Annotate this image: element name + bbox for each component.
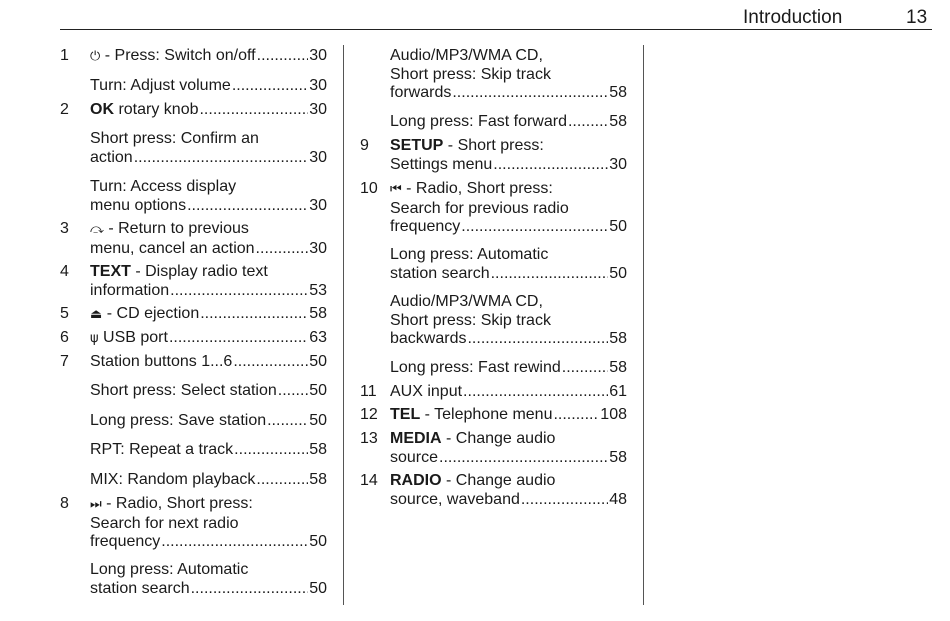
page-reference: 50 <box>609 218 627 235</box>
leader-dots <box>568 113 608 132</box>
item-description <box>90 263 327 300</box>
leader-dots <box>200 305 308 325</box>
description-line <box>390 47 627 66</box>
item-description <box>90 561 327 598</box>
section-title: Introduction <box>743 7 843 28</box>
description-line <box>90 263 327 282</box>
description-text: Settings menu <box>390 155 493 173</box>
item-number: 2 <box>60 101 69 118</box>
page-reference: 58 <box>309 441 327 458</box>
page-reference: 50 <box>309 412 327 429</box>
description-line <box>90 197 327 216</box>
control-name: MEDIA <box>390 430 442 447</box>
page-reference: 61 <box>609 383 627 400</box>
page-reference: 30 <box>609 155 627 173</box>
control-name: TEL <box>390 406 421 423</box>
leader-dots <box>233 353 308 372</box>
description-line <box>390 218 627 237</box>
description-text: backwards <box>390 330 467 347</box>
item-number: 3 <box>60 220 69 237</box>
page-reference: 58 <box>609 330 627 347</box>
page-reference: 63 <box>309 329 327 346</box>
leader-dots <box>170 282 308 301</box>
item-number: 12 <box>360 406 378 423</box>
item-description <box>390 47 627 103</box>
page-reference: 30 <box>309 148 327 166</box>
leader-dots <box>278 382 308 401</box>
item-description <box>90 130 327 167</box>
description-line <box>90 382 327 401</box>
description-text: ⏏ - CD ejection <box>90 305 200 322</box>
description-line <box>390 406 627 425</box>
description-line <box>390 491 627 510</box>
description-line <box>390 312 627 331</box>
description-line <box>90 353 327 372</box>
leader-dots <box>521 491 608 510</box>
item-description <box>390 246 627 283</box>
description-line <box>90 305 327 325</box>
description-line <box>390 137 627 156</box>
description-text: frequency <box>390 218 461 235</box>
description-line <box>90 580 327 599</box>
description-text: Station buttons 1...6 <box>90 353 233 370</box>
description-text: OK rotary knob <box>90 101 199 118</box>
description-text: MIX: Random playback <box>90 471 256 488</box>
description-text: Audio/MP3/WMA CD, <box>390 293 543 310</box>
control-icon: ⏻ <box>90 49 101 64</box>
page-reference: 30 <box>309 196 327 214</box>
leader-dots <box>467 330 608 349</box>
item-description <box>90 220 327 258</box>
page-number: 13 <box>906 7 928 28</box>
leader-dots <box>161 533 308 552</box>
description-text: Long press: Automatic <box>390 246 549 263</box>
control-icon: ⏭ <box>90 497 102 512</box>
control-name: SETUP <box>390 137 444 154</box>
description-line <box>390 449 627 468</box>
description-line <box>90 77 327 96</box>
description-line <box>90 178 327 197</box>
description-line <box>390 265 627 284</box>
description-text: Turn: Access display <box>90 178 237 195</box>
page-reference: 30 <box>309 77 327 94</box>
description-text: Short press: Skip track <box>390 311 551 329</box>
item-description <box>390 180 627 237</box>
leader-dots <box>169 329 308 349</box>
description-text: ⏮ - Radio, Short press: <box>390 180 553 197</box>
description-line <box>390 359 627 378</box>
description-text: ⤼ - Return to previous <box>90 220 249 237</box>
item-description <box>90 101 327 120</box>
page-reference: 50 <box>309 533 327 550</box>
item-description <box>90 412 327 431</box>
item-description <box>390 137 627 174</box>
item-number: 1 <box>60 47 69 64</box>
description-text: source <box>390 448 439 466</box>
page-reference: 58 <box>609 448 627 466</box>
header-rule <box>60 29 932 30</box>
description-line <box>90 240 327 259</box>
description-line <box>390 472 627 491</box>
page-reference: 58 <box>309 471 327 488</box>
description-text: Long press: Automatic <box>90 561 249 578</box>
page-reference: 58 <box>309 305 327 322</box>
description-line <box>390 180 627 200</box>
column-divider-left <box>343 45 344 605</box>
leader-dots <box>256 240 309 259</box>
description-text: frequency <box>90 533 161 550</box>
leader-dots <box>562 359 608 378</box>
description-text: ⏭ - Radio, Short press: <box>90 495 253 512</box>
description-text: Long press: Fast rewind <box>390 359 561 376</box>
description-line <box>90 533 327 552</box>
leader-dots <box>463 383 608 402</box>
description-line <box>390 383 627 402</box>
page-reference: 30 <box>309 239 327 257</box>
description-text: ⏻ - Press: Switch on/off <box>90 47 256 64</box>
description-text: TEXT - Display radio text <box>90 263 268 280</box>
item-number: 9 <box>360 137 369 154</box>
description-text: RADIO - Change audio <box>390 472 556 489</box>
description-line <box>390 293 627 312</box>
page-reference: 50 <box>609 264 627 282</box>
item-number: 7 <box>60 353 69 370</box>
description-text: Search for next radio <box>90 514 239 532</box>
description-text: Short press: Skip track <box>390 65 551 83</box>
page-reference: 108 <box>600 406 627 423</box>
leader-dots <box>256 471 308 490</box>
description-line <box>90 561 327 580</box>
leader-dots <box>187 197 308 216</box>
item-description <box>390 359 627 378</box>
description-line <box>390 200 627 219</box>
description-text: action <box>90 148 133 166</box>
control-icon: ψ <box>90 331 99 346</box>
leader-dots <box>257 47 309 67</box>
description-line <box>90 130 327 149</box>
item-number: 8 <box>60 495 69 512</box>
leader-dots <box>493 156 608 175</box>
page-reference: 58 <box>609 84 627 101</box>
page-reference: 58 <box>609 359 627 376</box>
page-reference: 53 <box>309 281 327 299</box>
description-text: TEL - Telephone menu <box>390 406 553 423</box>
item-number: 14 <box>360 472 378 489</box>
page-reference: 30 <box>309 101 327 118</box>
item-description <box>90 305 327 325</box>
leader-dots <box>267 412 308 431</box>
description-line <box>90 149 327 168</box>
description-line <box>390 156 627 175</box>
leader-dots <box>452 84 608 103</box>
leader-dots <box>439 449 608 468</box>
description-text: AUX input <box>390 383 463 400</box>
control-name: OK <box>90 101 114 118</box>
page-reference: 50 <box>309 382 327 399</box>
item-number: 6 <box>60 329 69 346</box>
item-description <box>390 383 627 402</box>
description-text: station search <box>390 264 490 282</box>
description-line <box>390 84 627 103</box>
description-text: RPT: Repeat a track <box>90 441 234 458</box>
description-text: information <box>90 281 170 299</box>
item-description <box>390 406 627 425</box>
control-icon: ⤼ <box>90 222 104 237</box>
description-line <box>90 101 327 120</box>
item-description <box>90 495 327 552</box>
description-text: Search for previous radio <box>390 199 569 217</box>
item-description <box>390 430 627 467</box>
leader-dots <box>134 149 309 168</box>
item-description <box>90 47 327 67</box>
control-name: RADIO <box>390 472 442 489</box>
item-description <box>90 382 327 401</box>
description-text: forwards <box>390 84 452 101</box>
item-description <box>90 441 327 460</box>
description-text: menu, cancel an action <box>90 239 255 257</box>
description-text: station search <box>90 579 190 597</box>
description-text: ψ USB port <box>90 329 168 346</box>
page-reference: 50 <box>309 353 327 370</box>
leader-dots <box>234 441 308 460</box>
description-text: source, waveband <box>390 490 520 508</box>
description-text: Long press: Save station <box>90 412 267 429</box>
item-description <box>90 329 327 349</box>
item-description <box>90 77 327 96</box>
leader-dots <box>461 218 608 237</box>
description-line <box>390 66 627 85</box>
item-description <box>390 293 627 349</box>
description-text: Long press: Fast forward <box>390 113 567 130</box>
page-reference: 30 <box>309 47 327 64</box>
leader-dots <box>553 406 599 425</box>
control-icon: ⏮ <box>390 182 402 197</box>
control-name: TEXT <box>90 263 131 280</box>
description-text: Turn: Adjust volume <box>90 77 231 94</box>
column-divider-right <box>643 45 644 605</box>
description-line <box>390 246 627 265</box>
leader-dots <box>232 77 308 96</box>
description-line <box>90 515 327 534</box>
description-text: menu options <box>90 196 187 214</box>
item-description <box>90 353 327 372</box>
page-reference: 58 <box>609 113 627 130</box>
description-line <box>90 282 327 301</box>
description-text: SETUP - Short press: <box>390 137 544 154</box>
description-line <box>90 220 327 240</box>
item-number: 13 <box>360 430 378 447</box>
description-text: MEDIA - Change audio <box>390 430 556 447</box>
description-line <box>390 430 627 449</box>
item-number: 11 <box>360 383 377 400</box>
description-line <box>90 329 327 349</box>
leader-dots <box>199 101 308 120</box>
item-description <box>90 178 327 215</box>
description-line <box>90 47 327 67</box>
description-line <box>390 330 627 349</box>
item-description <box>90 471 327 490</box>
leader-dots <box>491 265 609 284</box>
item-number: 4 <box>60 263 69 280</box>
leader-dots <box>191 580 309 599</box>
item-description <box>390 113 627 132</box>
description-line <box>90 471 327 490</box>
description-text: Short press: Select station <box>90 382 277 399</box>
control-icon: ⏏ <box>90 307 103 322</box>
item-description <box>390 472 627 509</box>
item-number: 5 <box>60 305 69 322</box>
description-line <box>90 441 327 460</box>
description-text: Audio/MP3/WMA CD, <box>390 47 543 64</box>
description-line <box>390 113 627 132</box>
page-reference: 50 <box>309 579 327 597</box>
item-number: 10 <box>360 180 378 197</box>
description-line <box>90 495 327 515</box>
description-text: Short press: Confirm an <box>90 130 259 147</box>
description-line <box>90 412 327 431</box>
page-header <box>0 0 950 34</box>
page-reference: 48 <box>609 490 627 508</box>
